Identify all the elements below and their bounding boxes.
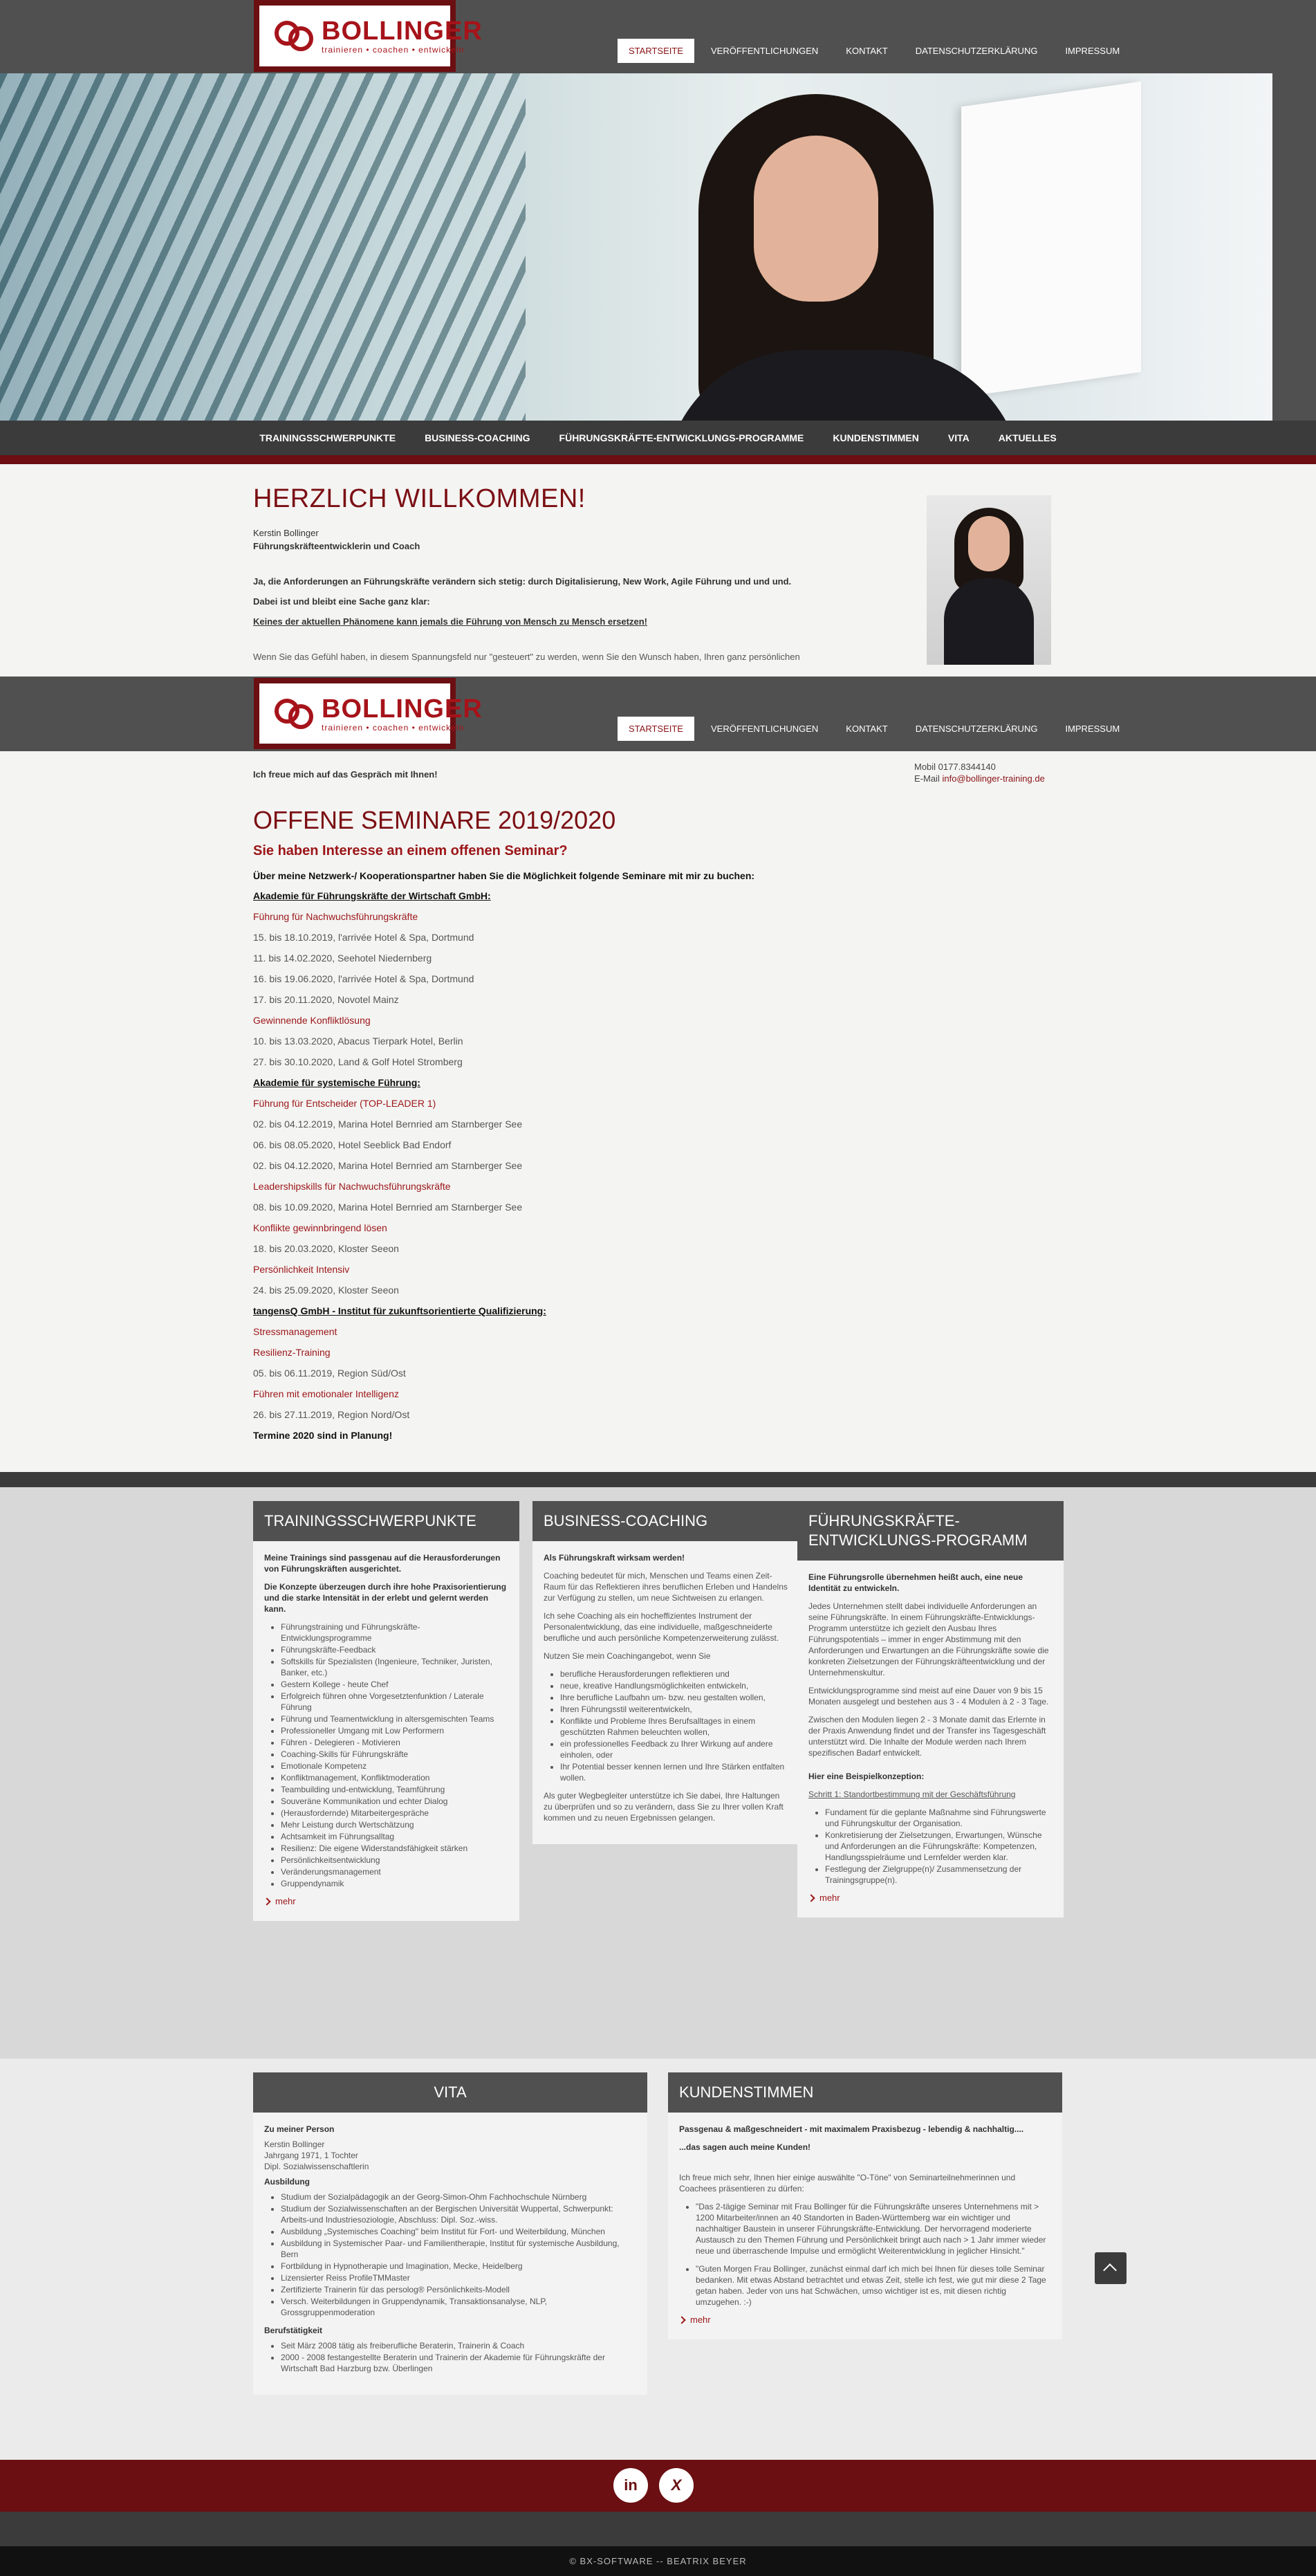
- training-box: [253, 1501, 519, 1921]
- sticky-nav-startseite[interactable]: STARTSEITE: [618, 717, 694, 741]
- chevron-up-icon: [1103, 2263, 1117, 2277]
- hero-side-strip: [1272, 73, 1316, 421]
- list-item: • Studium der Sozialpädagogik an der Georg-Simon-Ohm Fachhochschule Nürnberg: [281, 2191, 636, 2202]
- contact-email-link[interactable]: info@bollinger-training.de: [942, 773, 1045, 784]
- list-item: • Coaching-Skills für Führungskräfte: [281, 1749, 508, 1760]
- top-nav: [618, 39, 1131, 63]
- seminar-link[interactable]: Führung für Entscheider (TOP-LEADER 1): [253, 1098, 436, 1109]
- seminar-date: 15. bis 18.10.2019, l'arrivée Hotel & Spa, Dortmund: [253, 932, 474, 943]
- welcome-p1: Ja, die Anforderungen an Führungskräfte verändern sich stetig: durch Digitalisierung, New Work, Agile Führung und und und.: [253, 576, 792, 587]
- vita-h-job: Berufstätigkeit: [264, 2326, 323, 2335]
- seminar-link[interactable]: Resilienz-Training: [253, 1347, 331, 1358]
- section-divider: [0, 1472, 1316, 1487]
- seminars-title: OFFENE SEMINARE 2019/2020: [253, 806, 616, 834]
- sticky-logo-name: BOLLINGER: [322, 694, 483, 724]
- seminar-date: 24. bis 25.09.2020, Kloster Seeon: [253, 1285, 399, 1296]
- vita-h-edu: Ausbildung: [264, 2177, 310, 2187]
- list-item: • Zertifizierte Trainerin für das persolog® Persönlichkeits-Modell: [281, 2284, 636, 2295]
- logo-name: BOLLINGER: [322, 17, 483, 46]
- list-item: • Emotionale Kompetenz: [281, 1760, 508, 1772]
- list-item: • Fundament für die geplante Maßnahme sind Führungswerte und Führungskultur der Organisation.: [825, 1807, 1053, 1829]
- seminar-link[interactable]: Führung für Nachwuchsführungskräfte: [253, 911, 418, 922]
- sticky-nav-kontakt[interactable]: KONTAKT: [846, 724, 888, 734]
- list-item: • Studium der Sozialwissenschaften an der Bergischen Universität Wuppertal, Schwerpunkt: Arbeits-und Industriesoziologie, Abschluss: Dipl. Soz.-wiss.: [281, 2203, 636, 2225]
- seminar-date: 27. bis 30.10.2020, Land & Golf Hotel Stromberg: [253, 1056, 463, 1067]
- list-item: • Konflikte und Probleme Ihres Berufsalltages in einem geschützten Rahmen beleuchten wollen,: [560, 1715, 788, 1738]
- list-item: • Konfliktmanagement, Konfliktmoderation: [281, 1772, 508, 1783]
- seminar-date: 11. bis 14.02.2020, Seehotel Niedernberg: [253, 953, 432, 964]
- welcome-p4: Wenn Sie das Gefühl haben, in diesem Spannungsfeld nur "gesteuert" zu werden, wenn Sie den Wunsch haben, Ihren ganz persönlichen: [253, 652, 800, 662]
- seminar-date: 08. bis 10.09.2020, Marina Hotel Bernried am Starnberger See: [253, 1202, 523, 1213]
- logo-tagline: trainieren • coachen • entwickeln: [322, 45, 465, 55]
- training-more-label: mehr: [275, 1896, 296, 1906]
- main-nav-business-coaching[interactable]: BUSINESS-COACHING: [425, 432, 530, 443]
- program-list: [825, 1807, 1053, 1886]
- list-item: • Souveräne Kommunikation und echter Dialog: [281, 1796, 508, 1807]
- program-box-title: FÜHRUNGSKRÄFTE-ENTWICKLUNGS-PROGRAMM: [797, 1501, 1064, 1561]
- vita-title: VITA: [253, 2072, 647, 2113]
- vita-person: [264, 2139, 636, 2172]
- sticky-logo-tagline: trainieren • coachen • entwickeln: [322, 722, 465, 733]
- list-item: • Professioneller Umgang mit Low Performern: [281, 1725, 508, 1736]
- list-item: • Gestern Kollege - heute Chef: [281, 1679, 508, 1690]
- training-more-link[interactable]: [264, 1896, 508, 1907]
- top-nav-kontakt[interactable]: KONTAKT: [846, 46, 888, 56]
- list-item: • Mehr Leistung durch Wertschätzung: [281, 1819, 508, 1830]
- coaching-box-title: BUSINESS-COACHING: [532, 1501, 799, 1541]
- sticky-nav-datenschutz[interactable]: DATENSCHUTZERKLÄRUNG: [915, 724, 1038, 734]
- coaching-box: [532, 1501, 799, 1844]
- main-nav-aktuelles[interactable]: AKTUELLES: [998, 432, 1057, 443]
- footer-social-bar: [0, 2460, 1316, 2512]
- top-nav-datenschutz[interactable]: DATENSCHUTZERKLÄRUNG: [915, 46, 1038, 56]
- scroll-to-top-button[interactable]: [1095, 2252, 1127, 2284]
- list-item: • Teambuilding und-entwicklung, Teamführung: [281, 1784, 508, 1795]
- coaching-list: [560, 1668, 788, 1783]
- testimonials-lead2: ...das sagen auch meine Kunden!: [679, 2142, 811, 2152]
- testimonial-item: • "Guten Morgen Frau Bollinger, zunächst einmal darf ich mich bei Ihnen für dieses tolle Seminar bedanken. Mit etwas Abstand betrachtet und etwas Zeit, stelle ich fest, wie gut mir diese 2 Tage getan haben. Jeder von uns hat Schwächen, umso wichtiger ist es, mit diesen richtig umzugehen. :-): [696, 2263, 1051, 2308]
- accent-bar: [0, 455, 1316, 464]
- seminar-link[interactable]: Persönlichkeit Intensiv: [253, 1264, 350, 1275]
- chevron-right-icon: [263, 1897, 270, 1905]
- list-item: • Gruppendynamik: [281, 1878, 508, 1889]
- list-item: • Fortbildung in Hypnotherapie und Imagination, Mecke, Heidelberg: [281, 2261, 636, 2272]
- list-item: • Ausbildung „Systemisches Coaching" beim Institut für Fort- und Weiterbildung, München: [281, 2226, 636, 2237]
- program-p3: Zwischen den Modulen liegen 2 - 3 Monate damit das Erlernte in der Praxis Anwendung findet und der Transfer ins Tagesgeschäft unterstützt wird. Die Inhalte der Module werden nach Ihrem spezifischen Badarf entwickelt.: [808, 1715, 1046, 1758]
- site-logo[interactable]: [254, 0, 483, 72]
- seminar-date: Termine 2020 sind in Planung!: [253, 1430, 393, 1441]
- testimonials-title: KUNDENSTIMMEN: [668, 2072, 1062, 2113]
- bollinger-logo-icon: [273, 17, 315, 55]
- top-nav-impressum[interactable]: IMPRESSUM: [1065, 46, 1120, 56]
- seminar-link[interactable]: Gewinnende Konfliktlösung: [253, 1015, 371, 1026]
- seminar-date: 10. bis 13.03.2020, Abacus Tierpark Hotel, Berlin: [253, 1036, 463, 1047]
- portrait-photo: [927, 495, 1051, 665]
- list-item: • Führungskräfte-Feedback: [281, 1644, 508, 1655]
- seminar-date: 16. bis 19.06.2020, l'arrivée Hotel & Spa, Dortmund: [253, 973, 474, 984]
- seminar-link[interactable]: Konflikte gewinnbringend lösen: [253, 1222, 387, 1233]
- testimonials-more-label: mehr: [690, 2315, 711, 2325]
- xing-icon[interactable]: X: [659, 2468, 694, 2503]
- list-item: • (Herausfordernde) Mitarbeitergespräche: [281, 1807, 508, 1819]
- contact-info: [914, 761, 1045, 784]
- program-more-link[interactable]: [808, 1893, 1053, 1904]
- seminars-section: [253, 806, 1062, 1446]
- list-item: • Ihre berufliche Laufbahn um- bzw. neu gestalten wollen,: [560, 1692, 788, 1703]
- list-item: • Führen - Delegieren - Motivieren: [281, 1737, 508, 1748]
- testimonials-intro: Ich freue mich sehr, Ihnen hier einige auswählte "O-Töne" von Seminarteilnehmerinnen und Coachees präsentieren zu dürfen:: [679, 2173, 1016, 2193]
- vita-person-line: Dipl. Sozialwissenschaftlerin: [264, 2162, 369, 2171]
- sticky-top-nav: [618, 717, 1131, 741]
- program-p1: Jedes Unternehmen stellt dabei individuelle Anforderungen an seine Führungskräfte. In einem Führungskräfte-Entwicklungs-Programm unterstütze ich gezielt den Ausbau Ihres Führungspotentials – immer in enger Abstimmung mit den Anforderungen und Erwartungen an die Führungskräfte sowie die konkreten Zielsetzungen der Führungskräfteentwicklung und der Unternehmenskultur.: [808, 1601, 1049, 1677]
- list-item: • 2000 - 2008 festangestellte Beraterin und Trainerin der Akademie für Führungskräfte der Wirtschaft Bad Harzburg bzw. Überlingen: [281, 2352, 636, 2374]
- list-item: • Resilienz: Die eigene Widerstandsfähigkeit stärken: [281, 1843, 508, 1854]
- seminar-date: 06. bis 08.05.2020, Hotel Seeblick Bad Endorf: [253, 1139, 452, 1150]
- seminar-link[interactable]: Stressmanagement: [253, 1326, 337, 1337]
- main-nav-fk-programme[interactable]: FÜHRUNGSKRÄFTE-ENTWICKLUNGS-PROGRAMME: [559, 432, 804, 443]
- program-p2: Entwicklungsprogramme sind meist auf eine Dauer von 9 bis 15 Monaten ausgelegt und bestehen aus 3 - 4 Modulen à 2 - 3 Tage.: [808, 1686, 1049, 1706]
- training-p2: Die Konzepte überzeugen durch ihre hohe Praxisorientierung und die starke Intensität in der erlebt und gelernt werden kann.: [264, 1582, 507, 1614]
- contact-email-label: E-Mail: [914, 773, 940, 784]
- coaching-lead: Als Führungskraft wirksam werden!: [544, 1553, 685, 1563]
- list-item: • neue, kreative Handlungsmöglichkeiten entwickeln,: [560, 1680, 788, 1691]
- seminar-list: [253, 885, 1062, 1446]
- welcome-p2: Dabei ist und bleibt eine Sache ganz klar:: [253, 596, 430, 607]
- testimonial-item: • "Das 2-tägige Seminar mit Frau Bollinger für die Führungskräfte unseres Unternehmens mit > 1200 Mitarbeiter/innen an 40 Standorten in Baden-Württemberg war ein wichtiger und nachhaltiger Baustein in unserer Führungskräfte-Entwicklung. Der hervorragend moderierte Austausch zu den Themen Führung und Persönlichkeit bringt auch nach > 1 Jahr immer wieder neue und überraschende Impulse und ermöglicht Weiterentwicklung in jeglicher Hinsicht.": [696, 2201, 1051, 2256]
- program-box: [797, 1501, 1064, 1917]
- program-step: Schritt 1: Standortbestimmung mit der Geschäftsführung: [808, 1790, 1016, 1799]
- list-item: • ein professionelles Feedback zu Ihrer Wirkung auf andere einholen, oder: [560, 1738, 788, 1760]
- main-nav-kundenstimmen[interactable]: KUNDENSTIMMEN: [833, 432, 919, 443]
- chevron-right-icon: [807, 1894, 815, 1902]
- program-example-title: Hier eine Beispielkonzeption:: [808, 1772, 925, 1781]
- seminar-date: 17. bis 20.11.2020, Novotel Mainz: [253, 994, 399, 1005]
- seminar-provider: tangensQ GmbH - Institut für zukunftsorientierte Qualifizierung:: [253, 1305, 546, 1316]
- welcome-name: Kerstin Bollinger: [253, 528, 319, 538]
- sticky-nav-veroeffentlichungen[interactable]: VERÖFFENTLICHUNGEN: [710, 724, 819, 734]
- seminar-date: 26. bis 27.11.2019, Region Nord/Ost: [253, 1409, 410, 1420]
- list-item: • Lizensierter Reiss ProfileTMMaster: [281, 2272, 636, 2283]
- seminar-date: 02. bis 04.12.2019, Marina Hotel Bernried am Starnberger See: [253, 1119, 523, 1130]
- welcome-role: Führungskräfteentwicklerin und Coach: [253, 541, 420, 551]
- chevron-right-icon: [678, 2316, 685, 2324]
- testimonials-list: [696, 2201, 1051, 2308]
- seminars-intro: Über meine Netzwerk-/ Kooperationspartner haben Sie die Möglichkeit folgende Seminare mit mir zu buchen:: [253, 870, 755, 881]
- list-item: • berufliche Herausforderungen reflektieren und: [560, 1668, 788, 1680]
- top-nav-startseite[interactable]: STARTSEITE: [618, 39, 694, 63]
- welcome-p3: Keines der aktuellen Phänomene kann jemals die Führung von Mensch zu Mensch ersetzen!: [253, 616, 647, 627]
- welcome-closing: Ich freue mich auf das Gespräch mit Ihnen!: [253, 769, 438, 780]
- coaching-p4: Als guter Wegbegleiter unterstütze ich Sie dabei, Ihre Haltungen zu überprüfen und so zu verändern, dass Sie zu Ihrer vollen Kraft kommen und zu neuen Ergebnissen gelangen.: [544, 1791, 784, 1823]
- training-box-title: TRAININGSSCHWERPUNKTE: [253, 1501, 519, 1541]
- list-item: • Ausbildung in Systemischer Paar- und Familientherapie, Institut für systemische Ausbildung, Bern: [281, 2238, 636, 2260]
- list-item: • Ihr Potential besser kennen lernen und Ihre Stärken entfalten wollen.: [560, 1761, 788, 1783]
- list-item: • Ihren Führungsstil weiterentwickeln,: [560, 1704, 788, 1715]
- coaching-p2: Ich sehe Coaching als ein hocheffizientes Instrument der Personalentwicklung, das eine individuelle, maßgeschneiderte berufliche und auch persönliche Kompetenzerweiterung zulässt.: [544, 1611, 779, 1643]
- vita-edu-list: [281, 2191, 636, 2318]
- footer-spacer: [0, 2512, 1316, 2546]
- seminar-link[interactable]: Leadershipskills für Nachwuchsführungskräfte: [253, 1181, 451, 1192]
- training-list: [281, 1621, 508, 1889]
- main-nav-trainingsschwerpunkte[interactable]: TRAININGSSCHWERPUNKTE: [259, 432, 396, 443]
- services-section: [0, 1487, 1316, 2059]
- bollinger-logo-icon: [273, 694, 315, 733]
- footer-copyright: © BX-SOFTWARE -- BEATRIX BEYER: [0, 2546, 1316, 2576]
- welcome-title: HERZLICH WILLKOMMEN!: [253, 484, 586, 513]
- program-lead: Eine Führungsrolle übernehmen heißt auch, eine neue Identität zu entwickeln.: [808, 1572, 1023, 1593]
- main-nav: [0, 421, 1316, 455]
- top-nav-veroeffentlichungen[interactable]: VERÖFFENTLICHUNGEN: [710, 46, 819, 56]
- program-more-label: mehr: [819, 1893, 840, 1903]
- coaching-p1: Coaching bedeutet für mich, Menschen und Teams einen Zeit-Raum für das Reflektieren ihres beruflichen Erleben und Handelns zur Verfügung zu stellen, um neue Sichtweisen zu erlangen.: [544, 1571, 788, 1603]
- training-p1: Meine Trainings sind passgenau auf die Herausforderungen von Führungskräften ausgerichtet.: [264, 1553, 501, 1574]
- list-item: • Persönlichkeitsentwicklung: [281, 1855, 508, 1866]
- list-item: • Versch. Weiterbildungen in Gruppendynamik, Transaktionsanalyse, NLP, Grossgruppenmoderation: [281, 2296, 636, 2318]
- seminar-link[interactable]: Führen mit emotionaler Intelligenz: [253, 1388, 399, 1399]
- seminars-subtitle: Sie haben Interesse an einem offenen Seminar?: [253, 843, 568, 858]
- list-item: • Konkretisierung der Zielsetzungen, Erwartungen, Wünsche und Anforderungen an die Führungskräfte: Kompetenzen, Handlungsspielräume und Lernfelder werden klar.: [825, 1830, 1053, 1863]
- seminar-date: 02. bis 04.12.2020, Marina Hotel Bernried am Starnberger See: [253, 1160, 523, 1171]
- testimonials-box: [668, 2072, 1062, 2339]
- list-item: • Führung und Teamentwicklung in altersgemischten Teams: [281, 1713, 508, 1724]
- seminar-date: 05. bis 06.11.2019, Region Süd/Ost: [253, 1368, 406, 1379]
- list-item: • Achtsamkeit im Führungsalltag: [281, 1831, 508, 1842]
- testimonials-lead: Passgenau & maßgeschneidert - mit maximalem Praxisbezug - lebendig & nachhaltig....: [679, 2124, 1024, 2134]
- main-nav-vita[interactable]: VITA: [947, 432, 970, 443]
- list-item: • Festlegung der Zielgruppe(n)/ Zusammensetzung der Trainingsgruppe(n).: [825, 1864, 1053, 1886]
- hero-image: [0, 73, 1272, 421]
- vita-box: [253, 2072, 647, 2395]
- list-item: • Erfolgreich führen ohne Vorgesetztenfunktion / Laterale Führung: [281, 1691, 508, 1713]
- vita-person-line: Jahrgang 1971, 1 Tochter: [264, 2151, 358, 2160]
- vita-job-list: [281, 2340, 636, 2374]
- list-item: • Führungstraining und Führungskräfte-Entwicklungsprogramme: [281, 1621, 508, 1644]
- list-item: • Seit März 2008 tätig als freiberufliche Beraterin, Trainerin & Coach: [281, 2340, 636, 2351]
- linkedin-icon[interactable]: in: [613, 2468, 648, 2503]
- vita-person-line: Kerstin Bollinger: [264, 2140, 325, 2149]
- seminar-provider: Akademie für Führungskräfte der Wirtschaft GmbH:: [253, 890, 491, 901]
- seminar-date: 18. bis 20.03.2020, Kloster Seeon: [253, 1243, 399, 1254]
- vita-h-person: Zu meiner Person: [264, 2124, 335, 2134]
- testimonials-more-link[interactable]: [679, 2315, 1051, 2326]
- seminar-provider: Akademie für systemische Führung:: [253, 1077, 420, 1088]
- sticky-logo[interactable]: [254, 678, 483, 749]
- list-item: • Veränderungsmanagement: [281, 1866, 508, 1877]
- contact-mobile: Mobil 0177.8344140: [914, 762, 996, 772]
- sticky-nav-impressum[interactable]: IMPRESSUM: [1065, 724, 1120, 734]
- coaching-p3: Nutzen Sie mein Coachingangebot, wenn Sie: [544, 1651, 711, 1661]
- list-item: • Softskills für Spezialisten (Ingenieure, Techniker, Juristen, Banker, etc.): [281, 1656, 508, 1678]
